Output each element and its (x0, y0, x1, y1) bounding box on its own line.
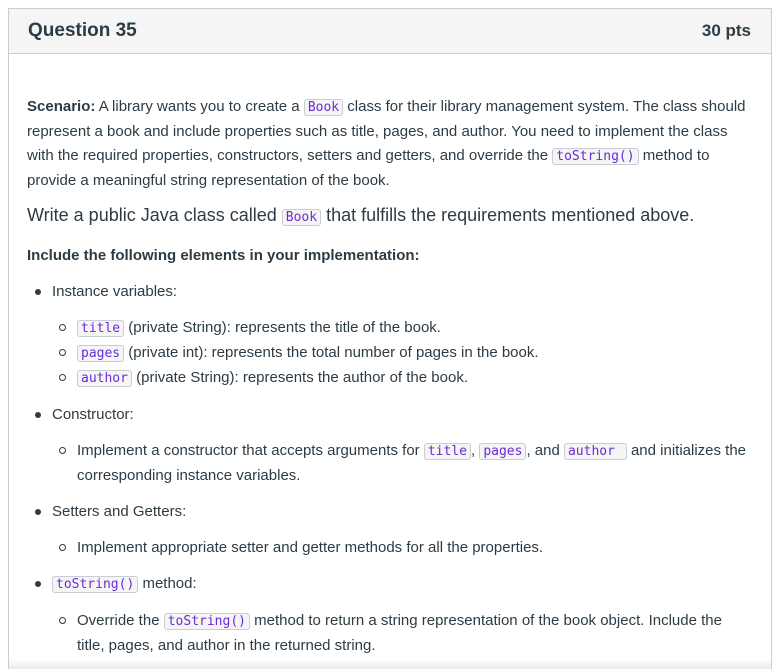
section-label: Instance variables: (52, 283, 178, 300)
list-item (52, 341, 753, 366)
scenario-text: method to provide a meaningful string representation of the book. (27, 147, 710, 189)
list-item-tostring (27, 572, 753, 658)
question-title: Question 35 (28, 20, 137, 41)
requirements-list (27, 280, 753, 658)
scenario-paragraph (27, 95, 753, 193)
list-item (52, 366, 753, 391)
code-author: author (77, 370, 132, 387)
code-author: author (564, 443, 627, 460)
question-points: 30 pts (701, 21, 751, 40)
code-pages: pages (479, 443, 526, 460)
item-text: Implement appropriate setter and getter methods for all the properties. (77, 539, 544, 556)
instruction-paragraph (27, 203, 753, 230)
bullet-icon (35, 509, 41, 515)
circle-bullet-icon (59, 349, 66, 356)
code-tostring: toString() (552, 148, 638, 165)
list-item (52, 536, 753, 560)
code-tostring: toString() (164, 613, 250, 630)
question-card (8, 8, 772, 669)
setters-list (52, 536, 753, 560)
item-text: (private int): represents the total number of pages in the book. (124, 344, 539, 361)
code-tostring: toString() (52, 576, 138, 593)
include-heading: Include the following elements in your implementation: (27, 247, 420, 264)
item-text: Implement a constructor that accepts arguments for (77, 442, 424, 459)
item-text: (private String): represents the title of the book. (124, 319, 441, 336)
list-item-setters-getters (27, 500, 753, 560)
scenario-text: class for their library management system. The class should represent a book and include properties such as title, pages, and author. You need to implement the class with the required properties, constructors, setters and getters, and override the (27, 98, 746, 164)
code-pages: pages (77, 345, 124, 362)
code-book: Book (282, 209, 321, 226)
instance-variables-list (52, 316, 753, 391)
circle-bullet-icon (59, 374, 66, 381)
instruction-text: Write a public Java class called (27, 205, 282, 225)
bullet-icon (35, 581, 41, 587)
circle-bullet-icon (59, 324, 66, 331)
item-text: and initializes the corresponding instance variables. (77, 442, 747, 484)
item-text: (private String): represents the author of the book. (131, 369, 468, 386)
list-item (52, 316, 753, 341)
constructor-list (52, 439, 753, 488)
item-text: , and (526, 442, 564, 459)
section-label: Constructor: (52, 406, 134, 423)
list-item (52, 609, 753, 658)
circle-bullet-icon (59, 447, 66, 454)
item-text: Override the (77, 612, 164, 629)
bullet-icon (35, 412, 41, 418)
item-text: , (470, 442, 480, 459)
section-label: Setters and Getters: (52, 503, 187, 520)
question-body (9, 54, 771, 658)
list-item-constructor (27, 403, 753, 488)
list-item-instance-variables (27, 280, 753, 391)
circle-bullet-icon (59, 544, 66, 551)
code-title: title (424, 443, 471, 460)
code-title: title (77, 320, 124, 337)
list-item (52, 439, 753, 488)
bottom-fade (9, 659, 771, 669)
circle-bullet-icon (59, 617, 66, 624)
bullet-icon (35, 289, 41, 295)
scenario-label: Scenario: (27, 98, 96, 115)
code-book: Book (304, 99, 343, 116)
instruction-text: that fulfills the requirements mentioned above. (321, 205, 695, 225)
section-label: method: (138, 575, 197, 592)
tostring-list (52, 609, 753, 658)
scenario-text: A library wants you to create a (95, 98, 304, 115)
question-header (9, 9, 771, 54)
item-text: method to return a string representation of the book object. Include the title, pages, and author in the returned string. (77, 612, 722, 654)
